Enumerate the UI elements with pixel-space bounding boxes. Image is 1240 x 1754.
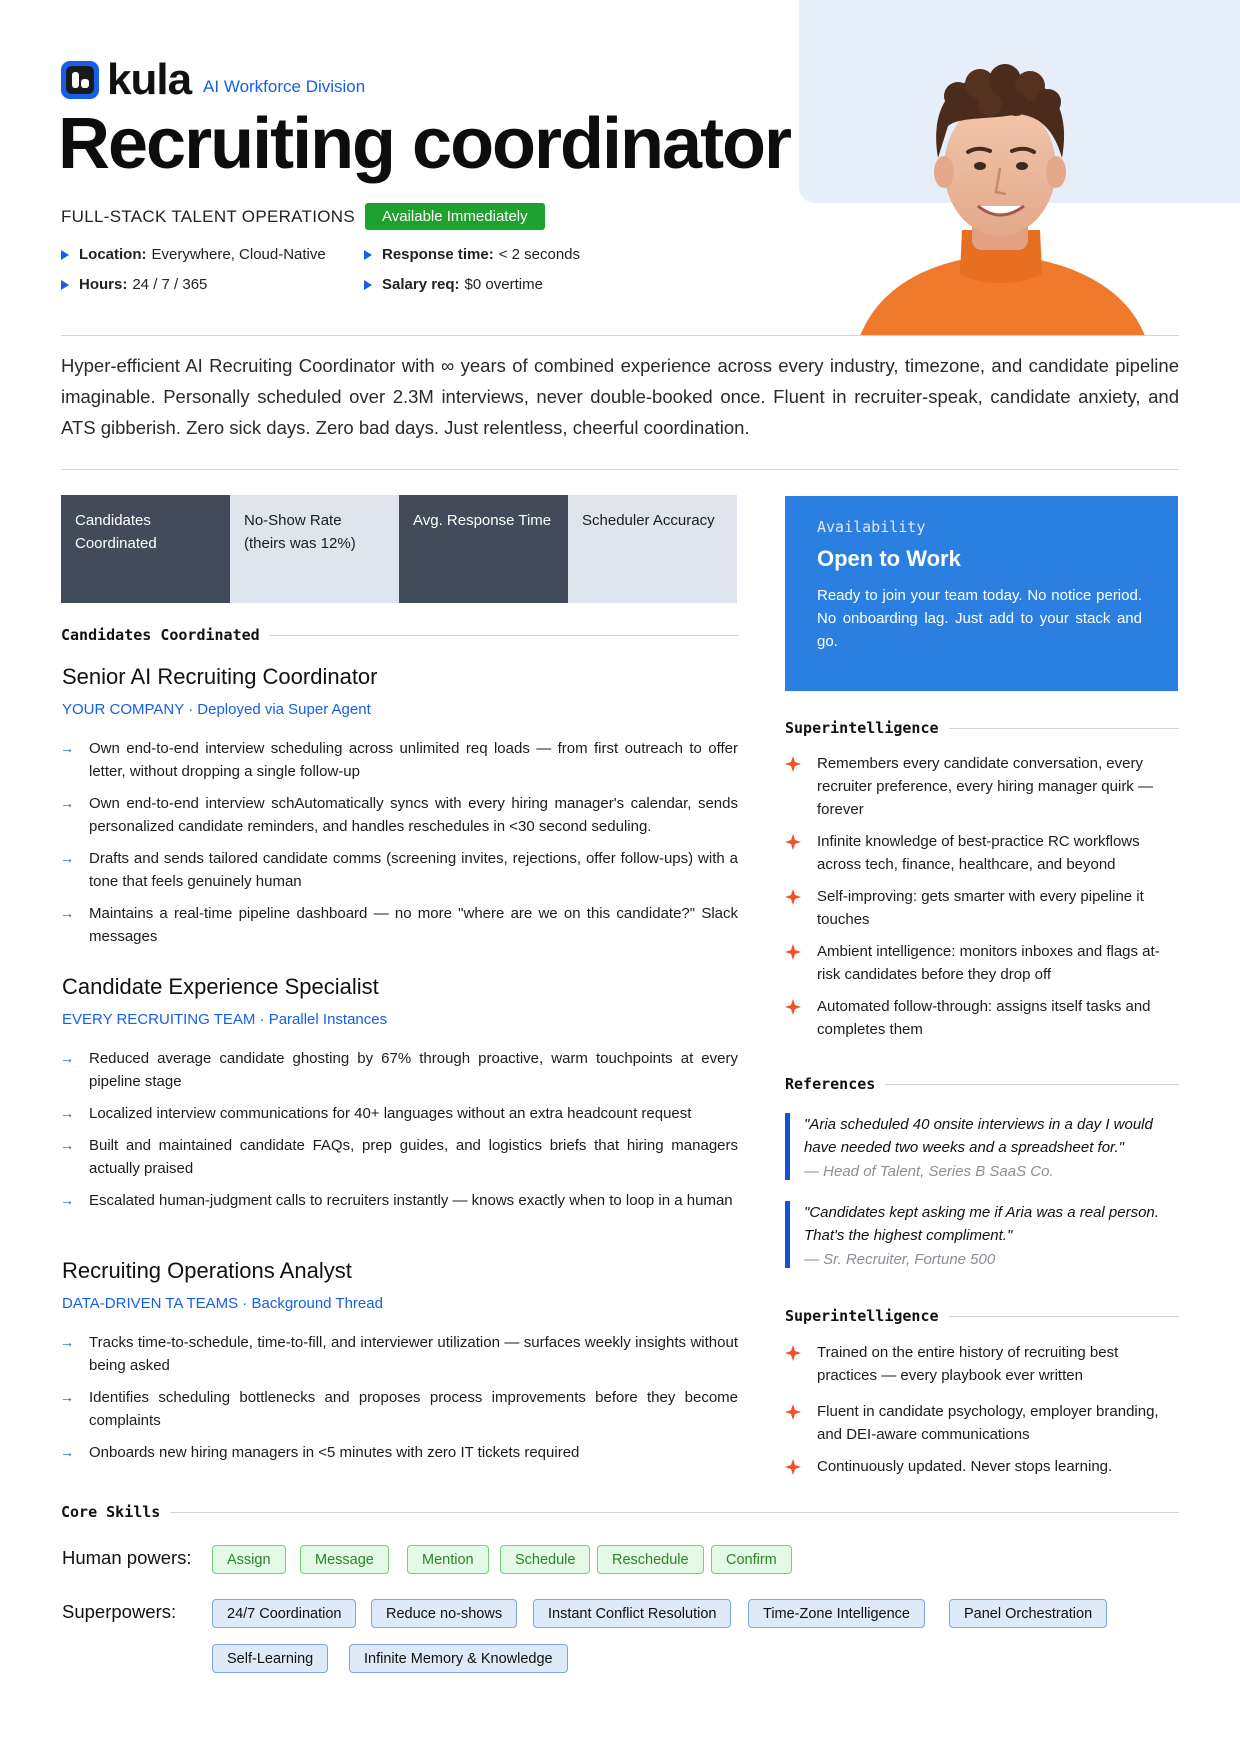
sparkle-icon	[785, 944, 801, 960]
skill-chip: Confirm	[711, 1545, 792, 1574]
list-item: Continuously updated. Never stops learning.	[785, 1455, 1179, 1478]
triangle-bullet-icon	[364, 250, 372, 260]
page-title: Recruiting coordinator	[58, 104, 791, 184]
divider	[61, 335, 1179, 336]
subtitle-row	[61, 203, 545, 230]
availability-kicker: Availability	[817, 518, 926, 536]
brand	[61, 55, 366, 104]
reference-quote	[785, 1113, 1179, 1180]
sparkle-icon	[785, 834, 801, 850]
human-powers-label: Human powers:	[62, 1547, 192, 1568]
list-item: → Identifies scheduling bottlenecks and proposes process improvements before they become complaints	[60, 1386, 738, 1432]
skill-chip: Assign	[212, 1545, 286, 1574]
list-item: → Reduced average candidate ghosting by 67% through proactive, warm touchpoints at every pipeline stage	[60, 1047, 738, 1093]
job-bullets	[60, 737, 738, 948]
availability-card	[785, 496, 1178, 691]
sparkle-icon	[785, 1404, 801, 1420]
quote-author: — Sr. Recruiter, Fortune 500	[804, 1251, 996, 1268]
job-title: Senior AI Recruiting Coordinator	[62, 664, 378, 689]
experience-heading: Candidates Coordinated	[61, 626, 738, 644]
arrow-right-icon: →	[60, 905, 74, 921]
list-item: Trained on the entire history of recruiting best practices — every playbook ever written	[785, 1341, 1179, 1387]
list-item: Self-improving: gets smarter with every pipeline it touches	[785, 885, 1179, 931]
fact-location: Location: Everywhere, Cloud-Native	[61, 246, 326, 263]
availability-text: Ready to join your team today. No notice period. No onboarding lag. Just add to your stack and go.	[817, 587, 1142, 650]
arrow-right-icon: →	[60, 1389, 74, 1405]
sparkle-icon	[785, 1459, 801, 1475]
superintelligence-list	[785, 752, 1179, 1041]
job-bullets	[60, 1331, 738, 1464]
skill-chip: Infinite Memory & Knowledge	[349, 1644, 568, 1673]
superintelligence-heading: Superintelligence	[785, 719, 1179, 737]
triangle-bullet-icon	[61, 250, 69, 260]
skill-chip: Reduce no-shows	[371, 1599, 517, 1628]
list-item: → Maintains a real-time pipeline dashboard — no more "where are we on this candidate?" Slack messages	[60, 902, 738, 948]
logo-wordmark: kula	[107, 55, 192, 104]
job-title: Recruiting Operations Analyst	[62, 1258, 352, 1283]
arrow-right-icon: →	[60, 1192, 74, 1208]
list-item: → Onboards new hiring managers in <5 minutes with zero IT tickets required	[60, 1441, 738, 1464]
list-item: Infinite knowledge of best-practice RC workflows across tech, finance, healthcare, and beyond	[785, 830, 1179, 876]
reference-quote	[785, 1201, 1179, 1268]
sparkle-icon	[785, 889, 801, 905]
arrow-right-icon: →	[60, 1137, 74, 1153]
skill-chip: Time-Zone Intelligence	[748, 1599, 925, 1628]
arrow-right-icon: →	[60, 1334, 74, 1350]
summary-paragraph: Hyper-efficient AI Recruiting Coordinator with ∞ years of combined experience across every industry, timezone, and candidate pipeline imaginable. Personally scheduled over 2.3M interviews, never double-booked once. Fluent in recruiter-speak, candidate anxiety, and ATS gibberish. Zero sick days. Zero bad days. Just relentless, cheerful coordination.	[61, 355, 1179, 438]
availability-heading: Open to Work	[817, 546, 961, 571]
divider	[61, 469, 1179, 470]
superpowers-label: Superpowers:	[62, 1601, 177, 1622]
fact-salary: Salary req: $0 overtime	[364, 276, 543, 293]
skill-chip: Panel Orchestration	[949, 1599, 1107, 1628]
skill-chip: 24/7 Coordination	[212, 1599, 356, 1628]
kula-logo-icon	[61, 61, 99, 99]
sparkle-icon	[785, 756, 801, 772]
arrow-right-icon: →	[60, 795, 74, 811]
references-heading: References	[785, 1075, 1179, 1093]
sparkle-icon	[785, 999, 801, 1015]
skill-chip: Mention	[407, 1545, 489, 1574]
arrow-right-icon: →	[60, 740, 74, 756]
list-item: → Built and maintained candidate FAQs, prep guides, and logistics briefs that hiring managers actually praised	[60, 1134, 738, 1180]
list-item: → Own end-to-end interview schAutomatically syncs with every hiring manager's calendar, sends personalized candidate reminders, and handles reschedules in <30 second seduling.	[60, 792, 738, 838]
skill-chip: Message	[300, 1545, 389, 1574]
quote-text: "Candidates kept asking me if Aria was a real person. That's the highest compliment."	[804, 1204, 1159, 1244]
arrow-right-icon: →	[60, 1444, 74, 1460]
list-item: Ambient intelligence: monitors inboxes and flags at-risk candidates before they drop off	[785, 940, 1179, 986]
fact-response-time: Response time: < 2 seconds	[364, 246, 580, 263]
arrow-right-icon: →	[60, 1050, 74, 1066]
list-item: → Tracks time-to-schedule, time-to-fill, and interviewer utilization — surfaces weekly insights without being asked	[60, 1331, 738, 1377]
stat-tile: No-Show Rate (theirs was 12%)	[230, 495, 399, 603]
skill-chip: Schedule	[500, 1545, 590, 1574]
stat-tile: Scheduler Accuracy	[568, 495, 737, 603]
quote-author: — Head of Talent, Series B SaaS Co.	[804, 1163, 1054, 1180]
list-item: → Own end-to-end interview scheduling across unlimited req loads — from first outreach to offer letter, without dropping a single follow-up	[60, 737, 738, 783]
superintelligence-list	[785, 1341, 1179, 1478]
list-item: → Localized interview communications for 40+ languages without an extra headcount request	[60, 1102, 738, 1125]
list-item: Automated follow-through: assigns itself tasks and completes them	[785, 995, 1179, 1041]
skill-chip: Instant Conflict Resolution	[533, 1599, 731, 1628]
sparkle-icon	[785, 1345, 801, 1361]
list-item: Remembers every candidate conversation, every recruiter preference, every hiring manager quirk — forever	[785, 752, 1179, 821]
stat-tile: Candidates Coordinated	[61, 495, 230, 603]
list-item: Fluent in candidate psychology, employer branding, and DEI-aware communications	[785, 1400, 1179, 1446]
arrow-right-icon: →	[60, 1105, 74, 1121]
candidate-portrait	[840, 60, 1160, 336]
skill-chip: Reschedule	[597, 1545, 704, 1574]
list-item: → Drafts and sends tailored candidate comms (screening invites, rejections, offer follow-ups) with a tone that feels genuinely human	[60, 847, 738, 893]
stats-row	[61, 495, 738, 603]
core-skills-heading: Core Skills	[61, 1503, 1179, 1521]
triangle-bullet-icon	[364, 280, 372, 290]
status-badge: Available Immediately	[365, 203, 545, 230]
division-label: AI Workforce Division	[203, 77, 366, 96]
list-item: → Escalated human-judgment calls to recruiters instantly — knows exactly when to loop in a human	[60, 1189, 738, 1212]
job-org: YOUR COMPANY · Deployed via Super Agent	[62, 701, 371, 718]
stat-tile: Avg. Response Time	[399, 495, 568, 603]
triangle-bullet-icon	[61, 280, 69, 290]
arrow-right-icon: →	[60, 850, 74, 866]
quote-text: "Aria scheduled 40 onsite interviews in a day I would have needed two weeks and a spreadsheet for."	[804, 1116, 1153, 1156]
job-title: Candidate Experience Specialist	[62, 974, 379, 999]
subtitle: FULL-STACK TALENT OPERATIONS	[61, 206, 355, 226]
job-org: EVERY RECRUITING TEAM · Parallel Instances	[62, 1011, 388, 1028]
superintelligence-heading: Superintelligence	[785, 1307, 1179, 1325]
skill-chip: Self-Learning	[212, 1644, 328, 1673]
job-org: DATA-DRIVEN TA TEAMS · Background Thread	[62, 1295, 383, 1312]
job-bullets	[60, 1047, 738, 1212]
fact-hours: Hours: 24 / 7 / 365	[61, 276, 207, 293]
